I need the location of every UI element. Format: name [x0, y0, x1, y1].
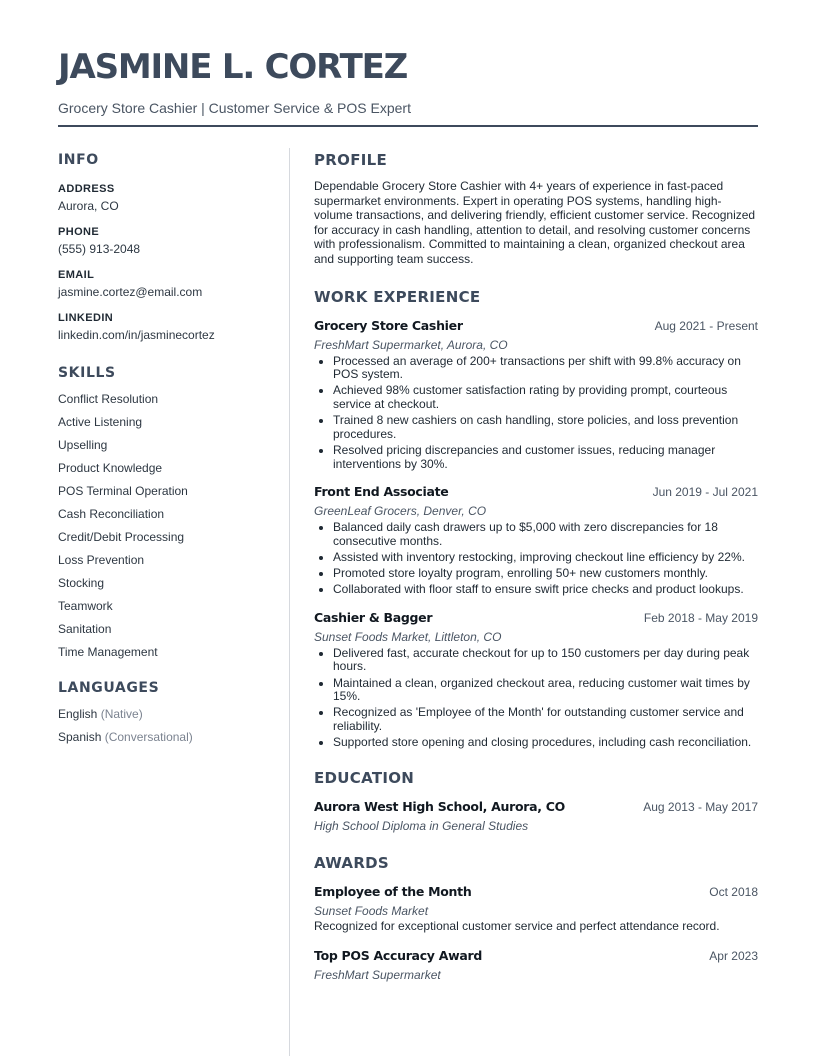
- job-header: [314, 610, 758, 626]
- info-label: ADDRESS: [58, 183, 115, 195]
- language-level: (Conversational): [104, 730, 193, 744]
- info-value: Aurora, CO: [58, 199, 119, 213]
- info-linkedin: [58, 311, 258, 343]
- info-email: [58, 268, 258, 300]
- language-name: Spanish: [58, 730, 102, 744]
- info-label: PHONE: [58, 226, 100, 238]
- info-section-title: INFO: [58, 152, 99, 168]
- job-bullet: • Supported store opening and closing procedures, including cash reconciliation.: [333, 736, 758, 750]
- degree: High School Diploma in General Studies: [314, 818, 529, 833]
- sidebar: [58, 148, 258, 752]
- experience-section-title: WORK EXPERIENCE: [314, 287, 481, 306]
- candidate-tagline: Grocery Store Cashier | Customer Service & POS Expert: [58, 100, 411, 116]
- candidate-name: JASMINE L. CORTEZ: [58, 47, 408, 87]
- award-header: [314, 948, 758, 964]
- skill-item: Loss Prevention: [58, 553, 145, 567]
- job-bullet: • Processed an average of 200+ transactions per shift with 99.8% accuracy on POS system.: [333, 355, 758, 382]
- awards-section-title: AWARDS: [314, 853, 390, 872]
- resume-page: [58, 0, 758, 1056]
- job-bullet: • Achieved 98% customer satisfaction rating by providing prompt, courteous service at checkout.: [333, 384, 758, 411]
- language-item: [58, 729, 258, 752]
- skill-item: POS Terminal Operation: [58, 484, 188, 498]
- award-org: Sunset Foods Market: [314, 903, 429, 918]
- language-level: (Native): [100, 707, 143, 721]
- info-label: EMAIL: [58, 269, 95, 281]
- skill-item: Time Management: [58, 645, 158, 659]
- skill-item: Upselling: [58, 438, 108, 452]
- info-value: linkedin.com/in/jasminecortez: [58, 328, 215, 342]
- job-title: Cashier & Bagger: [314, 609, 433, 625]
- job-bullet: • Collaborated with floor staff to ensure swift price checks and product lookups.: [333, 583, 758, 597]
- job-company: Sunset Foods Market, Littleton, CO: [314, 629, 502, 644]
- job-bullets: [314, 521, 758, 597]
- skill-item: Teamwork: [58, 599, 113, 613]
- school-name: Aurora West High School, Aurora, CO: [314, 798, 566, 814]
- skill-item: Sanitation: [58, 622, 112, 636]
- job-date: Feb 2018 - May 2019: [643, 610, 758, 625]
- award-title: Employee of the Month: [314, 883, 472, 899]
- skill-item: Active Listening: [58, 415, 143, 429]
- job-bullet: • Maintained a clean, organized checkout area, reducing customer wait times by 15%.: [333, 677, 758, 704]
- job-entry: [314, 484, 758, 597]
- job-header: [314, 484, 758, 500]
- award-description: Recognized for exceptional customer service and perfect attendance record.: [314, 918, 720, 933]
- skill-item: Cash Reconciliation: [58, 507, 165, 521]
- job-bullets: [314, 355, 758, 472]
- skills-section-title: SKILLS: [58, 365, 116, 381]
- job-bullet: • Recognized as 'Employee of the Month' for outstanding customer service and reliability.: [333, 706, 758, 733]
- award-entry: [314, 948, 758, 983]
- column-divider: [289, 148, 290, 1056]
- job-entry: [314, 318, 758, 472]
- award-date: Apr 2023: [709, 948, 758, 963]
- languages-list: [58, 706, 258, 752]
- job-date: Jun 2019 - Jul 2021: [652, 485, 758, 500]
- education-entry: [314, 799, 758, 834]
- info-value: (555) 913-2048: [58, 242, 141, 256]
- job-bullets: [314, 647, 758, 750]
- info-value: jasmine.cortez@email.com: [58, 285, 203, 299]
- education-section-title: EDUCATION: [314, 768, 415, 787]
- header-rule: [58, 125, 758, 127]
- language-item: [58, 706, 258, 729]
- main-column: [314, 148, 758, 983]
- job-company: GreenLeaf Grocers, Denver, CO: [314, 504, 487, 519]
- job-bullet: • Delivered fast, accurate checkout for up to 150 customers per day during peak hours.: [333, 647, 758, 674]
- skill-item: Conflict Resolution: [58, 392, 159, 406]
- award-title: Top POS Accuracy Award: [314, 947, 482, 963]
- award-entry: [314, 884, 758, 934]
- job-bullet: • Resolved pricing discrepancies and customer issues, reducing manager interventions by 30%.: [333, 444, 758, 471]
- job-header: [314, 318, 758, 334]
- job-company: FreshMart Supermarket, Aurora, CO: [314, 337, 508, 352]
- job-date: Aug 2021 - Present: [654, 318, 758, 333]
- skill-item: Product Knowledge: [58, 461, 163, 475]
- skill-item: Credit/Debit Processing: [58, 530, 185, 544]
- job-bullet: • Assisted with inventory restocking, improving checkout line efficiency by 22%.: [333, 551, 758, 565]
- job-entry: [314, 610, 758, 750]
- info-label: LINKEDIN: [58, 312, 114, 324]
- job-title: Grocery Store Cashier: [314, 317, 463, 333]
- info-address: [58, 182, 258, 214]
- job-title: Front End Associate: [314, 484, 449, 500]
- education-header: [314, 799, 758, 815]
- profile-section-title: PROFILE: [314, 151, 388, 169]
- languages-section-title: LANGUAGES: [58, 680, 160, 696]
- award-org: FreshMart Supermarket: [314, 967, 441, 982]
- skills-list: [58, 391, 258, 667]
- education-date: Aug 2013 - May 2017: [643, 799, 758, 814]
- language-name: English: [58, 707, 98, 721]
- job-bullet: • Promoted store loyalty program, enrolling 50+ new customers monthly.: [333, 567, 758, 581]
- profile-summary: Dependable Grocery Store Cashier with 4+ years of experience in fast-paced supermarket environments. Expert in operating POS systems, handling high-volume transactions, and delivering friendly, efficient customer service. Recognized for accuracy in cash handling, attention to detail, and resolving customer concerns with professionalism. Committed to maintaining a clean, organized checkout area and supporting team success.: [314, 179, 756, 266]
- job-bullet: • Balanced daily cash drawers up to $5,000 with zero discrepancies for 18 consecutive months.: [333, 521, 758, 548]
- resume-header: [58, 0, 758, 117]
- info-phone: [58, 225, 258, 257]
- job-bullet: • Trained 8 new cashiers on cash handling, store policies, and loss prevention procedures.: [333, 414, 758, 441]
- award-date: Oct 2018: [709, 884, 758, 899]
- skill-item: Stocking: [58, 576, 105, 590]
- award-header: [314, 884, 758, 900]
